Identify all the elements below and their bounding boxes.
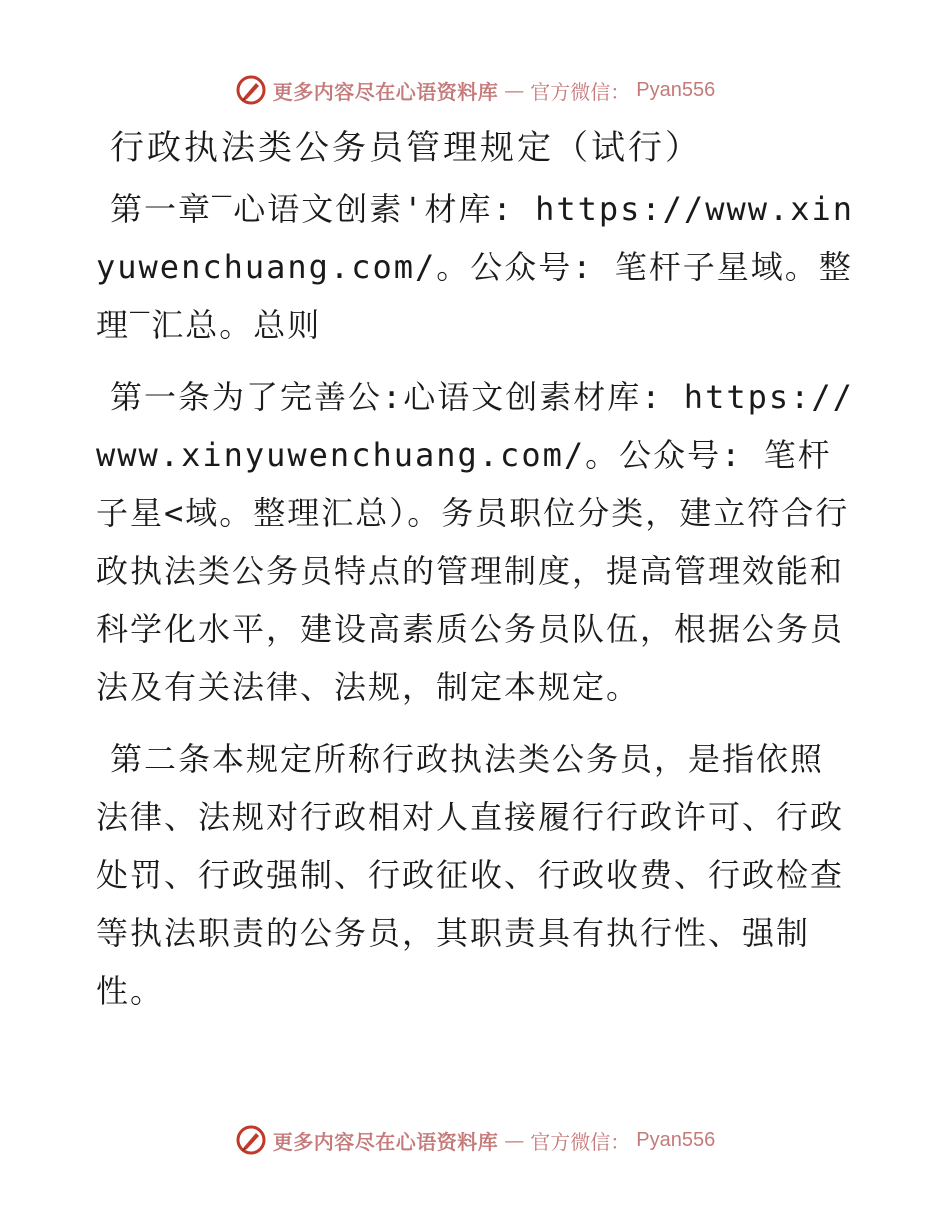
paragraph-article-one: 第一条为了完善公:心语文创素材库: https://www.xinyuwenchuang.com/。公众号: 笔杆子星<域。整理汇总）。务员职位分类，建立符合行政执法类公务员特点的管理制度，提高管理效能和科学化水平，建设高素质公务员队伍，根据公务员法及有关法律、法规，制定本规定。 bbox=[96, 378, 854, 706]
watermark-wechat-label: 官方微信： bbox=[530, 1129, 631, 1154]
paragraph-article-two: 第二条本规定所称行政执法类公务员，是指依照法律、法规对行政相对人直接履行行政许可、行政处罚、行政强制、行政征收、行政收费、行政检查等执法职责的公务员，其职责具有执行性、强制性。 bbox=[96, 740, 845, 1010]
watermark-text: 更多内容尽在心语资料库 bbox=[272, 1129, 499, 1154]
header-watermark bbox=[0, 70, 950, 110]
footer-watermark bbox=[0, 1120, 950, 1160]
paragraph-chapter-one: 第一章‾心语文创素'材库: https://www.xinyuwenchuang.com/。公众号: 笔杆子星域。整理‾汇总。总则 bbox=[96, 190, 855, 344]
watermark-text: 更多内容尽在心语资料库 bbox=[272, 79, 499, 104]
watermark-wechat-label: 官方微信： bbox=[530, 79, 631, 104]
document-title: 行政执法类公务员管理规定（试行） bbox=[110, 128, 702, 168]
document-body bbox=[96, 120, 856, 1034]
watermark-wechat-id: Pyan556 bbox=[636, 78, 716, 101]
pen-logo-icon bbox=[235, 1124, 267, 1156]
watermark-wechat-id: Pyan556 bbox=[636, 1128, 716, 1151]
watermark-dash: — bbox=[504, 1128, 525, 1152]
watermark-dash: — bbox=[504, 78, 525, 102]
pen-logo-icon bbox=[235, 74, 267, 106]
